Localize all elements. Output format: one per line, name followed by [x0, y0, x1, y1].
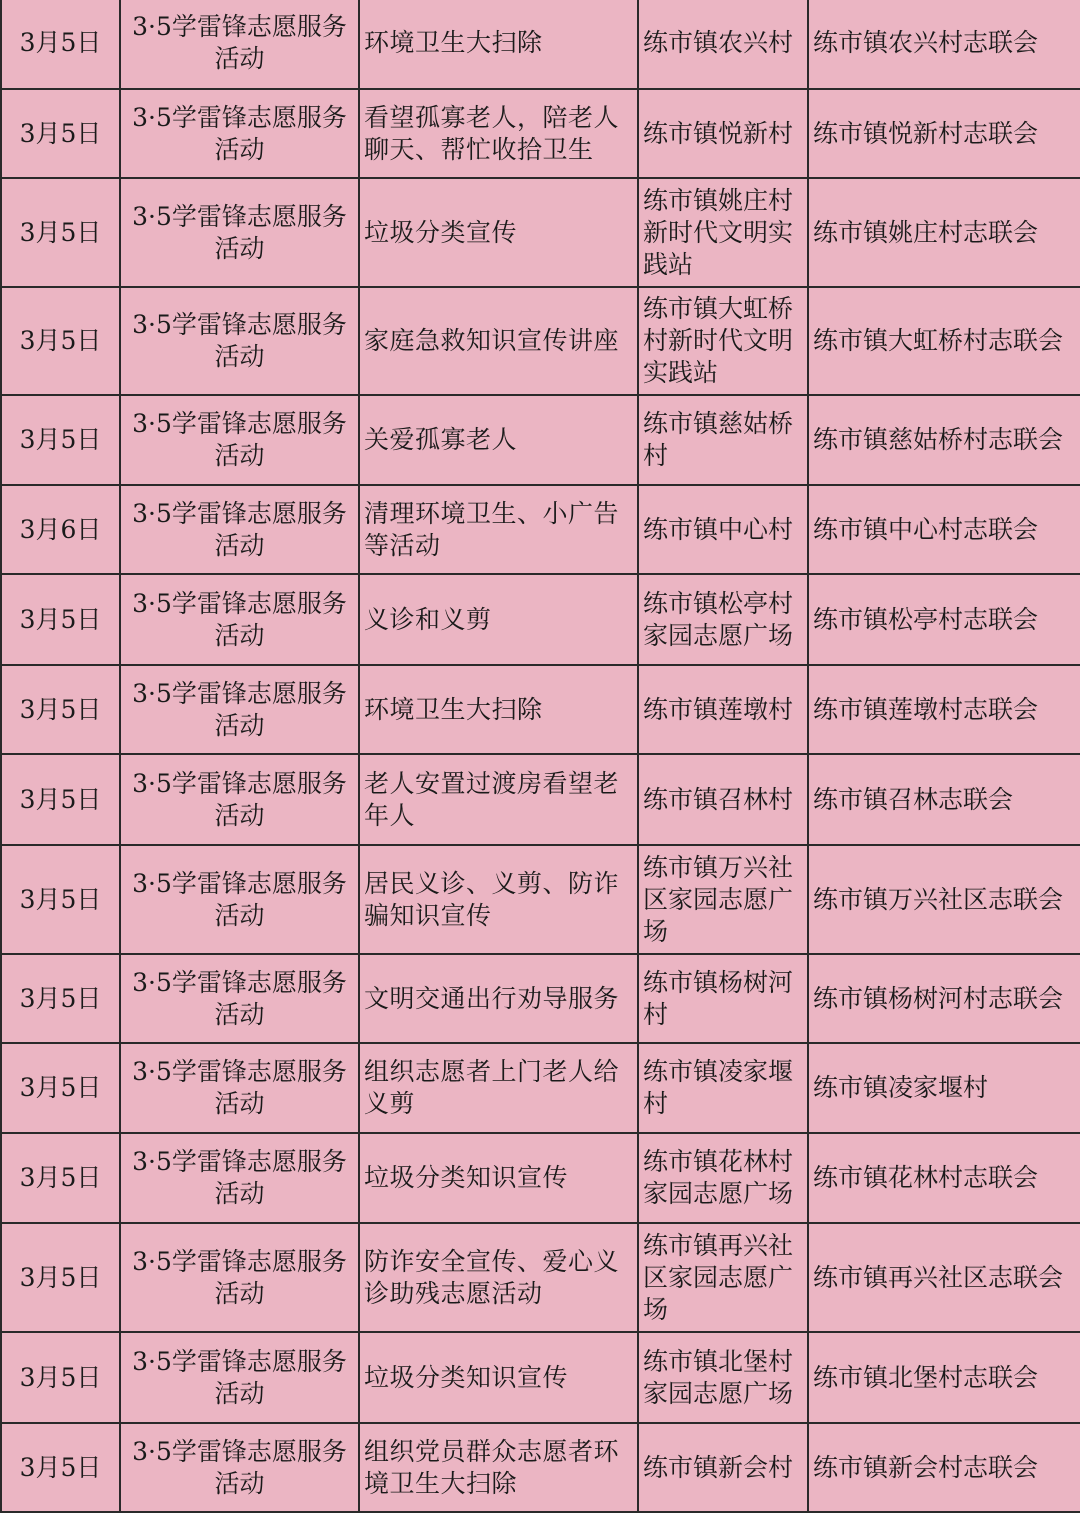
- activity-content-cell: 老人安置过渡房看望老年人: [359, 754, 638, 845]
- activity-type-cell: 3·5学雷锋志愿服务活动: [120, 1223, 359, 1332]
- activity-type-cell: 3·5学雷锋志愿服务活动: [120, 754, 359, 845]
- date-cell: 3月5日: [1, 574, 120, 665]
- location-cell: 练市镇再兴社区家园志愿广场: [638, 1223, 808, 1332]
- date-cell: 3月5日: [1, 1043, 120, 1133]
- activity-content-cell: 垃圾分类宣传: [359, 178, 638, 287]
- table-row: [1, 395, 1080, 485]
- activity-content-cell: 防诈安全宣传、爱心义诊助残志愿活动: [359, 1223, 638, 1332]
- location-cell: 练市镇慈姑桥村: [638, 395, 808, 485]
- location-cell: 练市镇农兴村: [638, 0, 808, 89]
- organizer-cell: 练市镇万兴社区志联会: [808, 845, 1080, 954]
- organizer-cell: 练市镇杨树河村志联会: [808, 954, 1080, 1043]
- location-cell: 练市镇杨树河村: [638, 954, 808, 1043]
- table-row: [1, 287, 1080, 395]
- table-row: [1, 845, 1080, 954]
- location-cell: 练市镇花林村家园志愿广场: [638, 1133, 808, 1223]
- organizer-cell: 练市镇农兴村志联会: [808, 0, 1080, 89]
- organizer-cell: 练市镇慈姑桥村志联会: [808, 395, 1080, 485]
- date-cell: 3月5日: [1, 954, 120, 1043]
- date-cell: 3月5日: [1, 845, 120, 954]
- activity-type-cell: 3·5学雷锋志愿服务活动: [120, 1332, 359, 1423]
- date-cell: 3月5日: [1, 1223, 120, 1332]
- location-cell: 练市镇莲墩村: [638, 665, 808, 754]
- organizer-cell: 练市镇再兴社区志联会: [808, 1223, 1080, 1332]
- activity-type-cell: 3·5学雷锋志愿服务活动: [120, 395, 359, 485]
- date-cell: 3月5日: [1, 395, 120, 485]
- activity-type-cell: 3·5学雷锋志愿服务活动: [120, 1133, 359, 1223]
- location-cell: 练市镇北堡村家园志愿广场: [638, 1332, 808, 1423]
- table-body: [1, 0, 1080, 1512]
- activity-content-cell: 家庭急救知识宣传讲座: [359, 287, 638, 395]
- location-cell: 练市镇新会村: [638, 1423, 808, 1512]
- activity-type-cell: 3·5学雷锋志愿服务活动: [120, 845, 359, 954]
- date-cell: 3月5日: [1, 0, 120, 89]
- date-cell: 3月5日: [1, 1133, 120, 1223]
- organizer-cell: 练市镇中心村志联会: [808, 485, 1080, 574]
- activity-content-cell: 看望孤寡老人，陪老人聊天、帮忙收拾卫生: [359, 89, 638, 178]
- table-row: [1, 1043, 1080, 1133]
- organizer-cell: 练市镇大虹桥村志联会: [808, 287, 1080, 395]
- activity-content-cell: 关爱孤寡老人: [359, 395, 638, 485]
- location-cell: 练市镇万兴社区家园志愿广场: [638, 845, 808, 954]
- activity-content-cell: 义诊和义剪: [359, 574, 638, 665]
- table-row: [1, 954, 1080, 1043]
- activity-type-cell: 3·5学雷锋志愿服务活动: [120, 574, 359, 665]
- activity-content-cell: 文明交通出行劝导服务: [359, 954, 638, 1043]
- date-cell: 3月6日: [1, 485, 120, 574]
- activity-content-cell: 居民义诊、义剪、防诈骗知识宣传: [359, 845, 638, 954]
- organizer-cell: 练市镇北堡村志联会: [808, 1332, 1080, 1423]
- location-cell: 练市镇松亭村家园志愿广场: [638, 574, 808, 665]
- location-cell: 练市镇悦新村: [638, 89, 808, 178]
- table-row: [1, 574, 1080, 665]
- date-cell: 3月5日: [1, 178, 120, 287]
- activity-type-cell: 3·5学雷锋志愿服务活动: [120, 1423, 359, 1512]
- activity-content-cell: 环境卫生大扫除: [359, 0, 638, 89]
- date-cell: 3月5日: [1, 287, 120, 395]
- organizer-cell: 练市镇花林村志联会: [808, 1133, 1080, 1223]
- organizer-cell: 练市镇悦新村志联会: [808, 89, 1080, 178]
- table-row: [1, 485, 1080, 574]
- table-row: [1, 665, 1080, 754]
- location-cell: 练市镇大虹桥村新时代文明实践站: [638, 287, 808, 395]
- table-row: [1, 1223, 1080, 1332]
- location-cell: 练市镇召林村: [638, 754, 808, 845]
- table-row: [1, 1332, 1080, 1423]
- activity-content-cell: 垃圾分类知识宣传: [359, 1133, 638, 1223]
- activity-type-cell: 3·5学雷锋志愿服务活动: [120, 954, 359, 1043]
- activity-content-cell: 组织志愿者上门老人给义剪: [359, 1043, 638, 1133]
- location-cell: 练市镇姚庄村新时代文明实践站: [638, 178, 808, 287]
- organizer-cell: 练市镇莲墩村志联会: [808, 665, 1080, 754]
- organizer-cell: 练市镇凌家堰村: [808, 1043, 1080, 1133]
- activity-content-cell: 环境卫生大扫除: [359, 665, 638, 754]
- date-cell: 3月5日: [1, 754, 120, 845]
- table-row: [1, 754, 1080, 845]
- table-row: [1, 1423, 1080, 1512]
- date-cell: 3月5日: [1, 665, 120, 754]
- organizer-cell: 练市镇姚庄村志联会: [808, 178, 1080, 287]
- activity-type-cell: 3·5学雷锋志愿服务活动: [120, 485, 359, 574]
- location-cell: 练市镇凌家堰村: [638, 1043, 808, 1133]
- activity-type-cell: 3·5学雷锋志愿服务活动: [120, 1043, 359, 1133]
- date-cell: 3月5日: [1, 1423, 120, 1512]
- location-cell: 练市镇中心村: [638, 485, 808, 574]
- activity-type-cell: 3·5学雷锋志愿服务活动: [120, 178, 359, 287]
- activity-type-cell: 3·5学雷锋志愿服务活动: [120, 287, 359, 395]
- organizer-cell: 练市镇松亭村志联会: [808, 574, 1080, 665]
- table-row: [1, 1133, 1080, 1223]
- date-cell: 3月5日: [1, 89, 120, 178]
- date-cell: 3月5日: [1, 1332, 120, 1423]
- activity-content-cell: 组织党员群众志愿者环境卫生大扫除: [359, 1423, 638, 1512]
- table-row: [1, 178, 1080, 287]
- table-row: [1, 89, 1080, 178]
- activity-type-cell: 3·5学雷锋志愿服务活动: [120, 0, 359, 89]
- activity-content-cell: 垃圾分类知识宣传: [359, 1332, 638, 1423]
- activity-content-cell: 清理环境卫生、小广告等活动: [359, 485, 638, 574]
- organizer-cell: 练市镇召林志联会: [808, 754, 1080, 845]
- table-row: [1, 0, 1080, 89]
- activity-type-cell: 3·5学雷锋志愿服务活动: [120, 89, 359, 178]
- organizer-cell: 练市镇新会村志联会: [808, 1423, 1080, 1512]
- activity-type-cell: 3·5学雷锋志愿服务活动: [120, 665, 359, 754]
